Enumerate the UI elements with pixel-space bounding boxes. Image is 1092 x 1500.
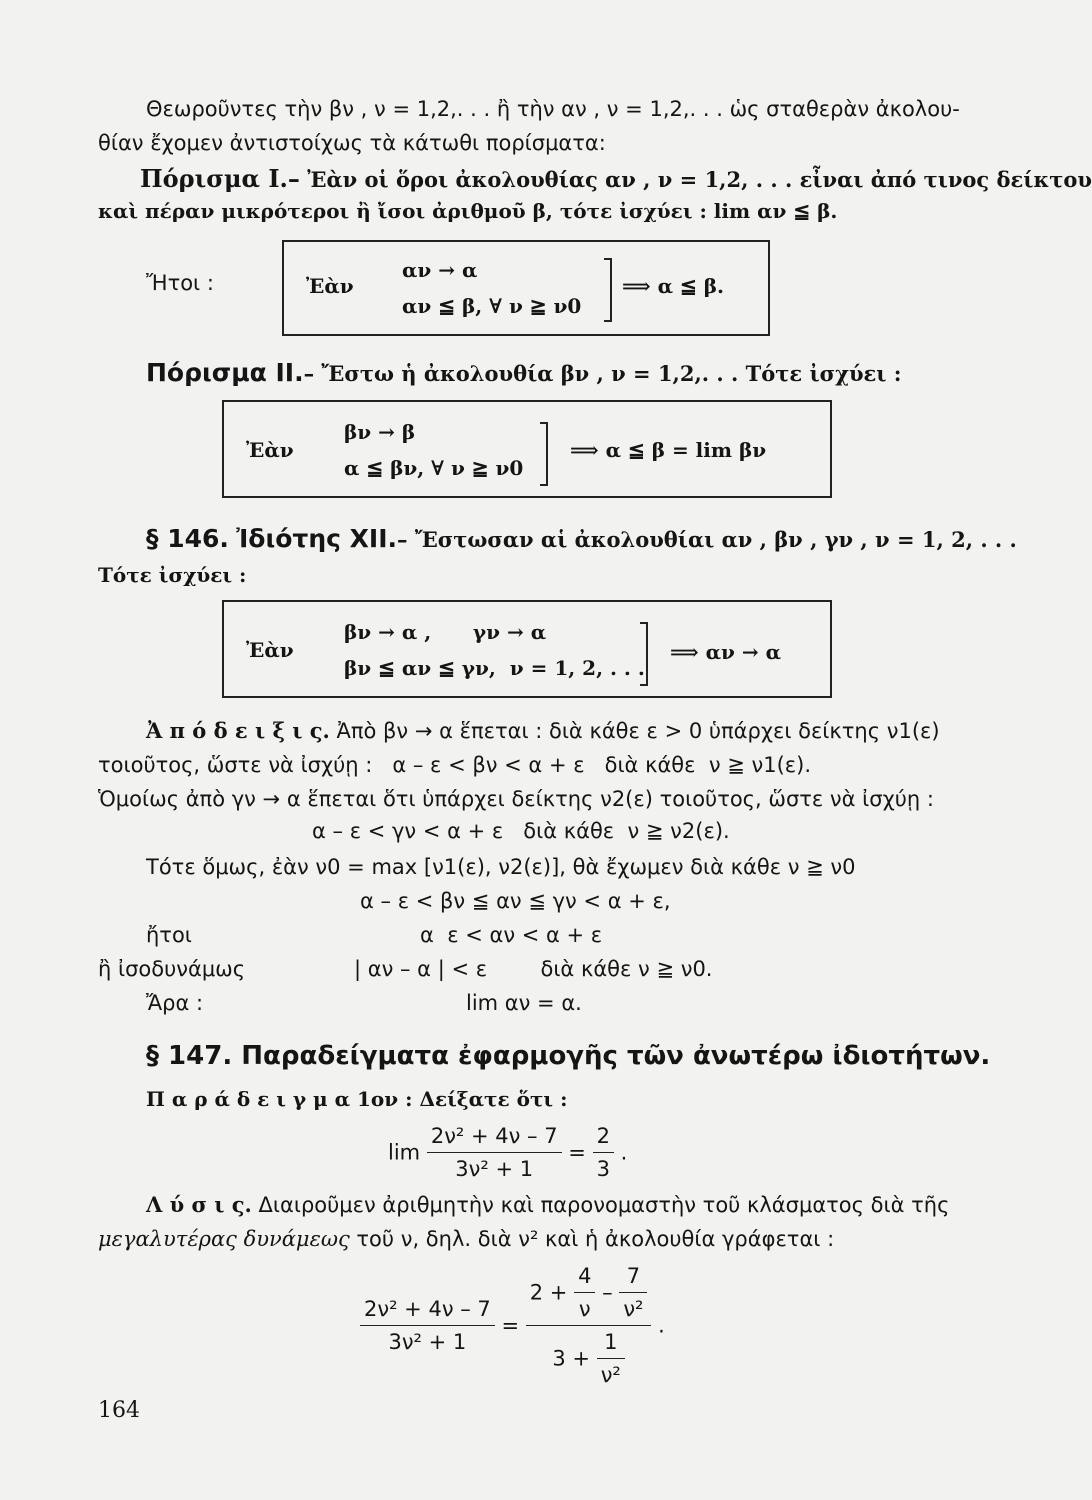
proof-line-3: Ὁμοίως ἀπὸ γν → α ἕπεται ὅτι ὑπάρχει δείκτης ν2(ε) τοιοῦτος, ὥστε νὰ ἰσχύῃ : [98,787,934,811]
example-num: 1ον : Δείξατε ὅτι : [357,1087,568,1111]
porisma2-line [146,360,902,387]
porisma2-box-ean: Ἐὰν [246,438,294,462]
proof-line-4: α – ε < γν < α + ε διὰ κάθε ν ≧ ν2(ε). [312,819,730,843]
proof-line-1 [146,718,940,744]
inner-frac-3-den: ν² [600,1363,621,1387]
porisma1-brace [604,258,612,322]
porisma1-box-condition-2: αν ≦ β, ∀ ν ≧ ν0 [402,294,582,318]
section146-box-condition-2: βν ≦ αν ≦ γν, ν = 1, 2, . . . [344,656,645,680]
example-line [146,1086,567,1112]
inner-frac-1-den: ν [578,1297,591,1321]
solution-line-2 [98,1226,834,1252]
section146-text: – Ἔστωσαν αἱ ἀκολουθίαι αν , βν , γν , ν = 1, 2, . . . [397,527,1017,552]
proof-line-6: α – ε < βν ≦ αν ≦ γν < α + ε, [360,889,671,913]
page-number: 164 [98,1398,140,1423]
proof-equiv-label: ἢ ἰσοδυνάμως [98,957,246,981]
equals-sign: = [568,1140,586,1165]
inner-frac-3-num: 1 [597,1328,625,1359]
porisma2-text: – Ἔστω ἡ ἀκολουθία βν , ν = 1,2,. . . Τότε ἰσχύει : [303,361,902,386]
section146-box-result: ⟹ αν → α [670,640,781,664]
fraction-rhs-numerator: 2 [593,1122,614,1153]
proof-line-8: | αν – α | < ε διὰ κάθε ν ≧ ν0. [354,957,713,981]
compound-minus: – [602,1280,613,1305]
inner-frac-3 [597,1328,625,1389]
solution-label: Λ ύ σ ι ς. [146,1192,252,1217]
solution-equals: = [501,1313,520,1338]
section146-brace [640,622,648,686]
solution-text-2: τοῦ ν, δηλ. διὰ ν² καὶ ἡ ἀκολουθία γράφεται : [349,1227,835,1251]
fraction-1-numerator: 2ν² + 4ν – 7 [427,1122,562,1153]
porisma2-title: Πόρισμα ΙΙ. [146,358,304,387]
solution-line-1 [146,1192,949,1218]
proof-line-7: α ε < αν < α + ε [420,923,603,947]
porisma2-box-condition-1: βν → β [344,420,416,444]
compound-num-a: 2 + [529,1280,568,1305]
solution-period: . [658,1313,665,1338]
porisma1-box-result: ⟹ α ≦ β. [622,274,724,298]
porisma1-text-1: Ἐὰν οἱ ὅροι ἀκολουθίας αν , ν = 1,2, . . . εἶναι ἀπό τινος δείκτου [307,167,1092,192]
example-formula [388,1122,627,1183]
fraction-1-denominator: 3ν² + 1 [455,1157,534,1181]
lim-text: lim [388,1140,421,1165]
section146-tote: Τότε ἰσχύει : [98,563,247,587]
porisma2-box-result: ⟹ α ≦ β = lim βν [570,438,767,462]
proof-text-1: Ἀπὸ βν → α ἕπεται : διὰ κάθε ε > 0 ὑπάρχει δείκτης ν1(ε) [336,719,940,743]
fraction-2-numerator: 2ν² + 4ν – 7 [360,1295,495,1326]
fraction-1 [427,1122,562,1183]
section147-heading: § 147. Παραδείγματα ἐφαρμογῆς τῶν ἀνωτέρω ἰδιοτήτων. [146,1041,991,1071]
porisma1-line-1 [140,166,1092,193]
porisma1-title: Πόρισμα Ι.– [140,164,300,193]
intro-line-2: θίαν ἔχομεν ἀντιστοίχως τὰ κάτωθι πορίσματα: [98,131,606,155]
period: . [620,1140,628,1165]
inner-frac-1 [574,1262,595,1323]
porisma2-box-condition-2: α ≦ βν, ∀ ν ≧ ν0 [344,456,524,480]
porisma2-brace [540,422,548,486]
intro-line-1: Θεωροῦντες τὴν βν , ν = 1,2,. . . ἢ τὴν αν , ν = 1,2,. . . ὡς σταθερὰν ἀκολου- [146,97,960,121]
inner-frac-1-num: 4 [574,1262,595,1293]
solution-text-1: Διαιροῦμεν ἀριθμητὴν καὶ παρονομαστὴν τοῦ κλάσματος διὰ τῆς [258,1193,950,1217]
proof-line-5: Τότε ὅμως, ἐὰν ν0 = max [ν1(ε), ν2(ε)], θὰ ἔχωμεν διὰ κάθε ν ≧ ν0 [146,855,856,879]
solution-formula [360,1262,665,1389]
fraction-2-denominator: 3ν² + 1 [388,1330,467,1354]
section146-box-ean: Ἐὰν [246,638,294,662]
inner-frac-2 [619,1262,647,1323]
inner-frac-2-den: ν² [623,1297,644,1321]
solution-italic: μεγαλυτέρας δυνάμεως [98,1227,350,1251]
inner-frac-2-num: 7 [619,1262,647,1293]
section146-line [146,526,1017,553]
compound-fraction [526,1262,652,1389]
proof-line-9: lim αν = α. [466,991,582,1015]
fraction-rhs [593,1122,614,1183]
compound-numerator [526,1262,652,1326]
porisma1-line-2: καὶ πέραν μικρότεροι ἢ ἴσοι ἀριθμοῦ β, τότε ἰσχύει : lim αν ≦ β. [98,199,838,223]
porisma1-box-ean: Ἐὰν [306,274,354,298]
porisma1-htoi: Ἤτοι : [146,271,214,295]
proof-htoi-label: ἤτοι [146,923,192,947]
compound-den-a: 3 + [552,1346,591,1371]
example-label: Π α ρ ά δ ε ι γ μ α [146,1087,351,1111]
compound-denominator [526,1326,652,1389]
section146-box-condition-1: βν → α , γν → α [344,620,547,644]
fraction-2 [360,1295,495,1356]
section146-title: Ἰδιότης ΧΙΙ. [236,524,398,553]
proof-label: Ἀ π ό δ ε ι ξ ι ς. [146,718,330,743]
proof-ara-label: Ἄρα : [146,991,204,1015]
fraction-rhs-denominator: 3 [596,1157,610,1181]
section146-number: § 146. [146,524,229,553]
porisma1-box-condition-1: αν → α [402,258,478,282]
proof-line-2: τοιοῦτος, ὥστε νὰ ἰσχύῃ : α – ε < βν < α + ε διὰ κάθε ν ≧ ν1(ε). [98,753,812,777]
